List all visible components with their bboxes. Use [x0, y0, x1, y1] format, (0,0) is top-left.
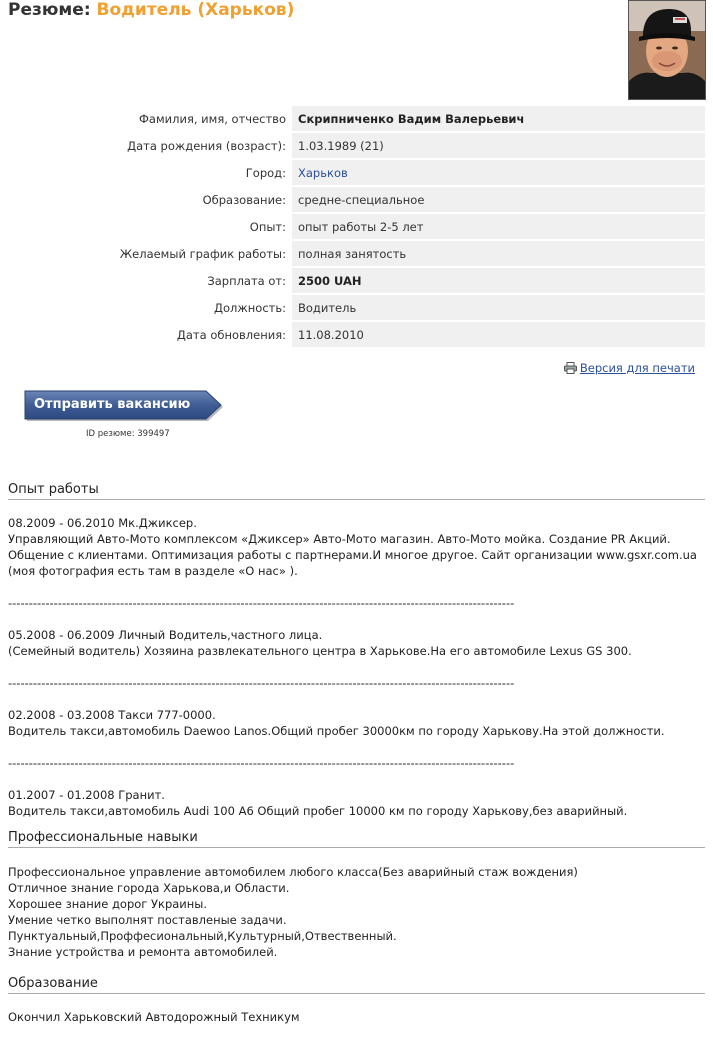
skill-line: Пунктуальный,Проффесиональный,Культурный,Отвественный.	[8, 929, 397, 943]
resume-id: ID резюме: 399497	[86, 429, 170, 439]
info-value: опыт работы 2-5 лет	[292, 214, 705, 239]
experience-entry-body: (Семейный водитель) Хозяина развлекательного центра в Харькове.На его автомобиле Lexus GS 300.	[8, 644, 632, 658]
info-value: Скрипниченко Вадим Валерьевич	[292, 106, 705, 131]
info-row-birthdate	[8, 133, 705, 158]
info-label: Фамилия, имя, отчество	[139, 111, 286, 126]
info-row-city	[8, 160, 705, 185]
info-label: Опыт:	[249, 219, 286, 234]
info-row-position	[8, 295, 705, 320]
print-version	[564, 361, 695, 375]
info-value: Водитель	[292, 295, 705, 320]
avatar-image	[629, 1, 705, 99]
experience-entry-header: 02.2008 - 03.2008 Такси 777-0000.	[8, 708, 216, 722]
city-link[interactable]: Харьков	[298, 165, 348, 180]
experience-entry-header: 01.2007 - 01.2008 Гранит.	[8, 788, 165, 802]
experience-entry-header: 05.2008 - 06.2009 Личный Водитель,частного лица.	[8, 628, 323, 642]
info-value: средне-специальное	[292, 187, 705, 212]
section-title-education: Образование	[8, 976, 705, 994]
skill-line: Хорошее знание дорог Украины.	[8, 897, 208, 911]
send-vacancy-label: Отправить вакансию	[34, 397, 191, 412]
separator-line: --------------------------------------------------------------------------------------------------------------------------	[8, 676, 515, 690]
experience-entry	[8, 515, 708, 579]
info-label: Дата рождения (возраст):	[127, 138, 286, 153]
printer-icon	[564, 362, 577, 374]
info-value: 2500 UAH	[292, 268, 705, 293]
info-row-name	[8, 106, 705, 131]
info-row-updated	[8, 322, 705, 347]
resume-info-table	[8, 104, 705, 349]
info-label: Образование:	[202, 192, 286, 207]
info-row-experience	[8, 214, 705, 239]
education-text: Окончил Харьковский Автодорожный Техникум	[8, 1010, 300, 1024]
print-version-link[interactable]: Версия для печати	[579, 361, 695, 375]
info-row-schedule	[8, 241, 705, 266]
info-label: Желаемый график работы:	[119, 246, 286, 261]
experience-entry-header: 08.2009 - 06.2010 Мк.Джиксер.	[8, 516, 197, 530]
page-title	[8, 0, 294, 20]
separator-line: --------------------------------------------------------------------------------------------------------------------------	[8, 596, 515, 610]
info-label: Зарплата от:	[207, 273, 286, 288]
info-value: полная занятость	[292, 241, 705, 266]
info-value: 11.08.2010	[292, 322, 705, 347]
skill-line: Знание устройства и ремонта автомобилей.	[8, 945, 278, 959]
info-value	[292, 160, 705, 185]
section-title-experience: Опыт работы	[8, 482, 705, 500]
skill-line: Профессиональное управление автомобилем любого класса(Без аварийный стаж вождения)	[8, 865, 578, 879]
experience-entry-body: Водитель такси,автомобиль Daewoo Lanos.Общий пробег 30000км по городу Харькову.На этой должности.	[8, 724, 665, 738]
avatar-photo	[628, 0, 706, 100]
experience-entry	[8, 627, 708, 659]
experience-entry	[8, 707, 708, 739]
skill-line: Умение четко выполнят поставленые задачи.	[8, 913, 287, 927]
experience-entry	[8, 787, 708, 819]
experience-entry-body: Водитель такси,автомобиль Audi 100 A6 Общий пробег 10000 км по городу Харькову,без аварийный.	[8, 804, 628, 818]
skills-list	[8, 864, 708, 960]
info-label: Город:	[245, 165, 286, 180]
send-vacancy-button[interactable]	[24, 389, 226, 423]
title-label: Резюме:	[8, 0, 91, 20]
experience-entry-body: Управляющий Авто-Мото комплексом «Джиксер» Авто-Мото магазин. Авто-Мото мойка. Создание PR Акций. Общение с клиентами. Оптимизация работы с партнерами.И многое другое. Сайт организации www.gsxr.com.ua (моя фотография есть там в разделе «О нас» ).	[8, 532, 697, 578]
info-label: Должность:	[214, 300, 286, 315]
skill-line: Отличное знание города Харькова,и Области.	[8, 881, 290, 895]
info-row-education	[8, 187, 705, 212]
separator-line: --------------------------------------------------------------------------------------------------------------------------	[8, 756, 515, 770]
info-label: Дата обновления:	[176, 327, 286, 342]
section-title-skills: Профессиональные навыки	[8, 830, 705, 848]
info-value: 1.03.1989 (21)	[292, 133, 705, 158]
info-row-salary	[8, 268, 705, 293]
title-position: Водитель (Харьков)	[96, 0, 295, 20]
